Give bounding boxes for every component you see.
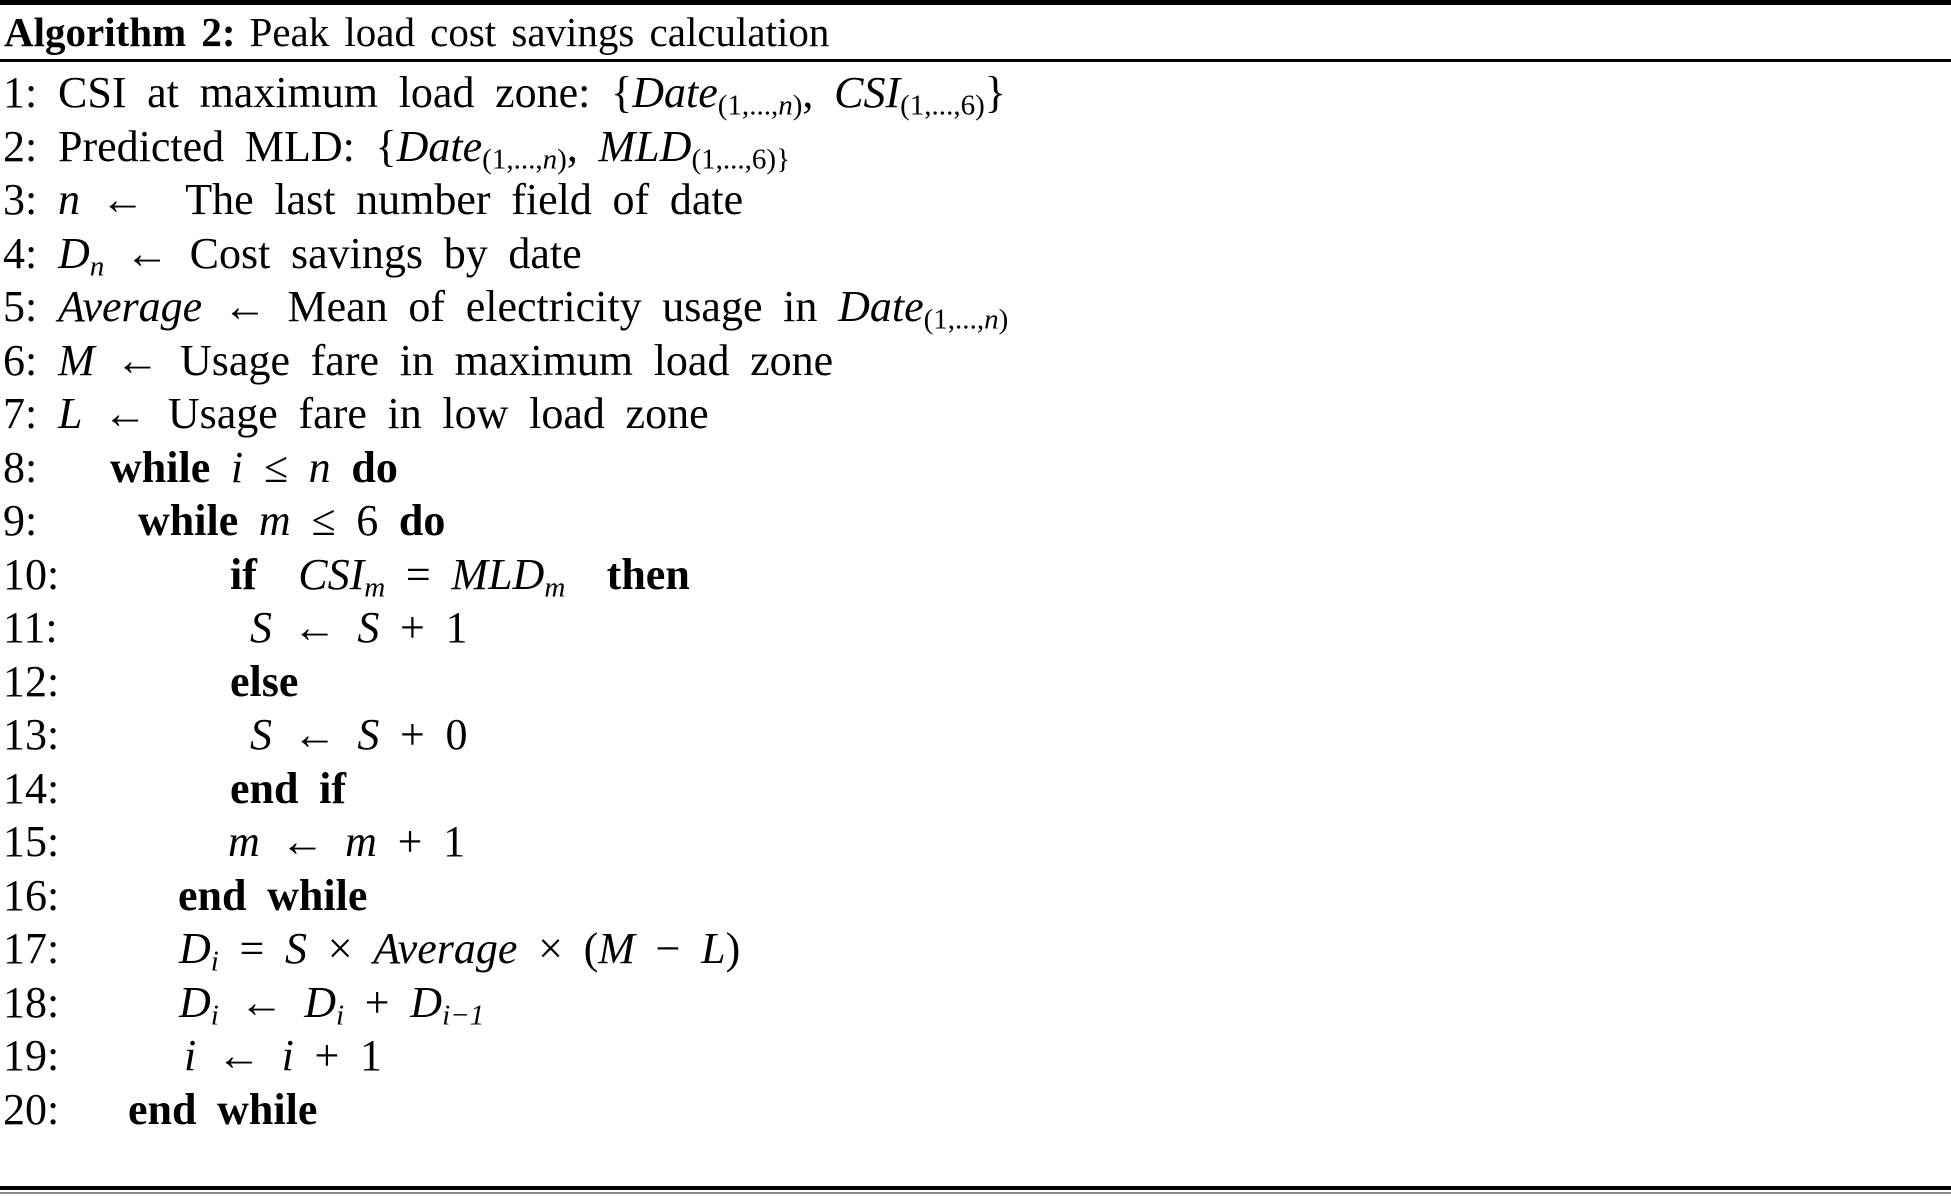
text-segment: Predicted MLD: { <box>58 121 397 171</box>
text-segment: S <box>285 924 308 973</box>
algorithm-line <box>0 815 1951 869</box>
text-segment: CSI <box>834 68 901 117</box>
text-segment: ≤ 6 <box>290 496 399 545</box>
algorithm-line <box>0 655 1951 709</box>
text-segment: Date <box>838 282 924 331</box>
algorithm-line <box>0 494 1951 548</box>
line-content <box>58 387 709 441</box>
text-segment <box>238 496 259 545</box>
algorithm-line <box>0 280 1951 334</box>
text-segment: M <box>598 924 635 973</box>
text-segment: S <box>250 603 272 652</box>
line-number: 16: <box>3 870 60 920</box>
line-number: 7: <box>3 389 38 438</box>
algorithm-title-label: Algorithm 2: <box>4 9 236 55</box>
algorithm-line <box>0 441 1951 495</box>
text-segment: n <box>778 89 793 122</box>
text-segment: , <box>802 68 835 117</box>
text-segment: ← <box>218 977 305 1027</box>
text-segment: m <box>258 496 291 545</box>
text-segment: i <box>281 1031 294 1080</box>
algorithm-line <box>0 601 1951 655</box>
line-content <box>230 762 346 816</box>
text-segment: S <box>250 710 272 759</box>
text-segment <box>257 550 298 599</box>
text-segment: M <box>58 335 95 385</box>
algorithm-line <box>0 976 1951 1030</box>
text-segment: D <box>58 228 90 278</box>
algorithm-body <box>0 66 1951 1136</box>
line-content <box>128 1083 317 1137</box>
text-segment: do <box>351 442 398 492</box>
line-number: 5: <box>3 282 38 331</box>
line-number: 13: <box>3 710 60 759</box>
text-segment: ← Usage fare in low load zone <box>82 389 709 438</box>
algorithm-line <box>0 334 1951 388</box>
text-segment: i−1 <box>442 999 485 1032</box>
text-segment: end if <box>230 763 347 813</box>
line-number: 2: <box>3 121 38 171</box>
text-segment: i <box>230 442 244 492</box>
line-number: 18: <box>3 977 60 1027</box>
text-segment: D <box>410 977 443 1027</box>
text-segment: i <box>210 945 219 978</box>
bottom-rule <box>0 1186 1951 1190</box>
text-segment: CSI at maximum load zone: { <box>58 68 633 117</box>
text-segment: , <box>566 121 599 171</box>
text-segment: MLD <box>598 121 692 171</box>
algorithm-line <box>0 548 1951 602</box>
algorithm-line <box>0 173 1951 227</box>
text-segment: ) <box>725 924 741 973</box>
text-segment: (1,..., <box>717 89 779 122</box>
line-number: 1: <box>3 68 38 117</box>
text-segment: while <box>138 496 239 545</box>
algorithm-line <box>0 387 1951 441</box>
algorithm-line <box>0 1083 1951 1137</box>
text-segment: ) <box>557 143 567 176</box>
text-segment: then <box>606 549 690 599</box>
algorithm-line <box>0 869 1951 923</box>
text-segment: ← <box>272 603 358 652</box>
line-content <box>178 869 367 923</box>
text-segment: + 1 <box>379 603 468 652</box>
line-number: 10: <box>3 549 60 599</box>
line-number: 9: <box>3 496 38 545</box>
line-content <box>138 494 445 548</box>
text-segment <box>210 443 231 492</box>
text-segment: Average <box>58 282 203 331</box>
text-segment: m <box>364 571 386 604</box>
text-segment: m <box>544 571 566 604</box>
text-segment: n <box>89 250 105 283</box>
text-segment: Average <box>373 924 518 973</box>
text-segment: i <box>184 1031 197 1080</box>
text-segment: D <box>179 977 211 1027</box>
algorithm-line <box>0 922 1951 976</box>
text-segment: ← Cost savings by date <box>104 228 582 278</box>
algorithm-line <box>0 762 1951 816</box>
text-segment: do <box>398 496 446 545</box>
algorithm-title-text: Peak load cost savings calculation <box>249 9 830 55</box>
text-segment <box>565 550 606 599</box>
text-segment: + <box>344 977 411 1027</box>
text-segment: ← The last number field of date <box>80 175 744 224</box>
line-number: 6: <box>3 335 38 385</box>
text-segment: (1,..., <box>923 303 985 336</box>
text-segment: + 0 <box>379 710 468 759</box>
text-segment: n <box>542 143 558 176</box>
line-number: 15: <box>3 817 60 866</box>
line-number: 12: <box>3 656 60 706</box>
text-segment: Date <box>396 121 483 171</box>
text-segment: ← <box>259 817 346 866</box>
line-content <box>184 1029 382 1083</box>
line-number: 14: <box>3 763 60 813</box>
line-number: 19: <box>3 1031 60 1080</box>
text-segment: D <box>304 977 337 1027</box>
text-segment: ≤ <box>243 442 309 492</box>
text-segment: MLD <box>451 549 545 599</box>
text-segment: m <box>345 817 377 866</box>
line-content <box>58 334 833 388</box>
text-segment: L <box>701 924 726 973</box>
text-segment: ) <box>792 89 803 122</box>
text-segment: D <box>179 924 211 973</box>
text-segment: S <box>357 603 380 652</box>
text-segment: } <box>984 68 1006 117</box>
text-segment: × <box>307 924 374 973</box>
text-segment: n <box>58 175 80 224</box>
text-segment: while <box>110 442 211 492</box>
text-segment: n <box>984 303 999 336</box>
text-segment: ← Mean of electricity usage in <box>202 282 839 331</box>
text-segment: (1,...,6) <box>900 89 985 122</box>
text-segment: ) <box>998 303 1009 336</box>
line-content <box>228 815 465 869</box>
text-segment: n <box>308 442 331 492</box>
text-segment <box>331 443 352 492</box>
line-content <box>58 173 743 227</box>
line-content <box>250 708 468 762</box>
text-segment: (1,..., <box>482 143 543 176</box>
line-content <box>250 601 468 655</box>
line-number: 8: <box>3 442 38 492</box>
algorithm-line <box>0 708 1951 762</box>
text-segment: L <box>58 389 83 438</box>
text-segment: × ( <box>517 924 599 973</box>
text-segment: m <box>228 817 260 866</box>
title-separator-rule <box>0 59 1951 62</box>
text-segment: if <box>230 549 257 599</box>
text-segment: ← <box>196 1031 282 1080</box>
text-segment: ← Usage fare in maximum load zone <box>94 335 834 385</box>
text-segment: (1,...,6)} <box>691 143 791 176</box>
algorithm-line <box>0 66 1951 120</box>
text-segment: i <box>210 999 219 1032</box>
text-segment: CSI <box>298 549 365 599</box>
text-segment: i <box>336 999 345 1032</box>
algorithm-line <box>0 120 1951 174</box>
algorithm-line <box>0 227 1951 281</box>
text-segment: = <box>218 924 286 973</box>
line-number: 17: <box>3 924 60 973</box>
algorithm-title <box>0 5 1951 59</box>
text-segment: = <box>385 549 452 599</box>
text-segment: ← <box>272 710 358 759</box>
text-segment: + 1 <box>376 817 466 866</box>
line-number: 20: <box>3 1084 60 1134</box>
text-segment: + 1 <box>293 1031 383 1080</box>
line-number: 4: <box>3 228 38 278</box>
text-segment: Date <box>632 68 718 117</box>
algorithm-line <box>0 1029 1951 1083</box>
bottom-rule-shadow <box>0 1192 1951 1194</box>
line-content <box>230 655 298 709</box>
line-content <box>110 441 398 495</box>
line-number: 11: <box>3 603 58 652</box>
line-number: 3: <box>3 175 38 224</box>
text-segment: else <box>230 656 299 706</box>
text-segment: − <box>634 924 702 973</box>
text-segment: end while <box>128 1084 318 1134</box>
text-segment: S <box>357 710 380 759</box>
text-segment: end while <box>178 870 368 920</box>
